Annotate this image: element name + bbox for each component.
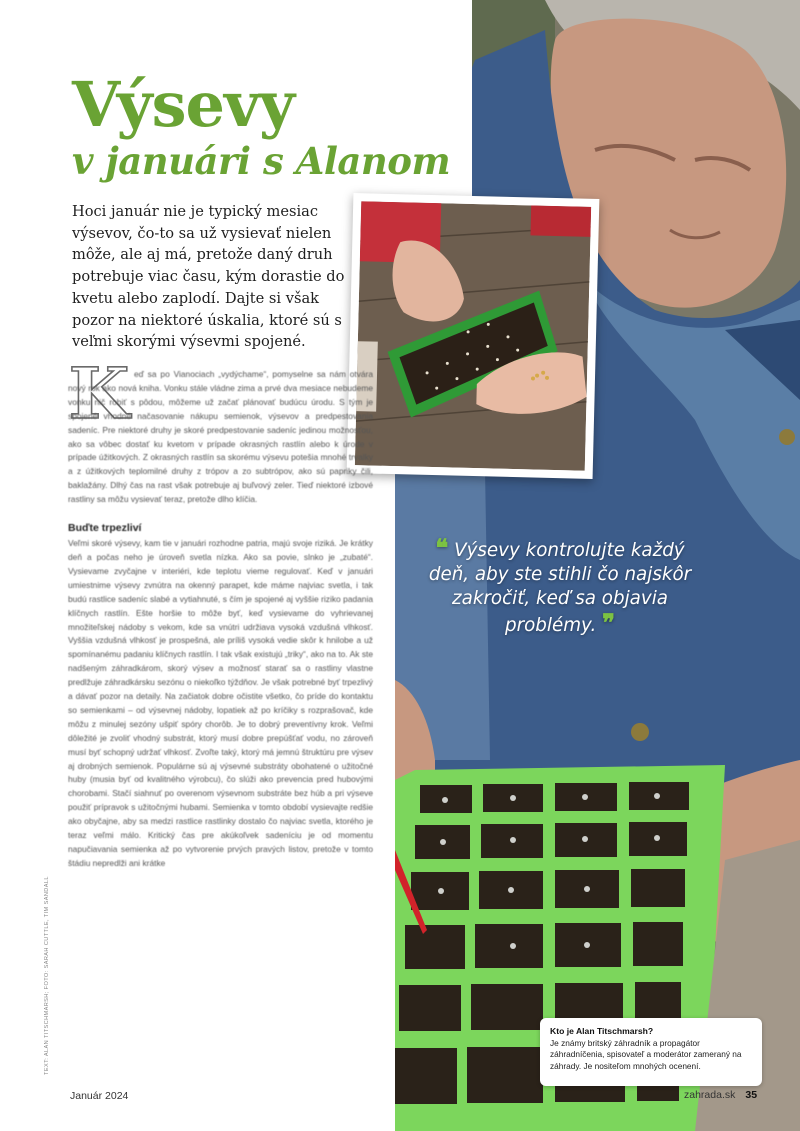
pull-quote xyxy=(415,533,705,638)
body-column xyxy=(68,368,373,871)
close-quote-icon: ❞ xyxy=(602,608,615,637)
body-paragraph-1: eď sa po Vianociach „vydýchame“, pomyselne sa nám otvára nový rok ako nová kniha. Vonku stále vládne zima a prvé dva mesiace nebudeme vonku nič robiť s pôdou, môžeme už začať plánovať budúcu úrodu. S tým je spojené vhodné načasovanie nákupu semienok, výsevov a predpestovania sadeníc. Pre niektoré druhy je skoré predpestovanie sadeníc jedinou možnosťou, ako sa vôbec dostať ku kvetom v prípade okrasných rastlín alebo k úrode v prípade úžitkových. Z okrasných rastlín sa skorému výsevu potešia mnohé trvalky a z úžitkových teplomilné druhy z trópov a zo subtrópov, ako sú papriky čili, baklažány. Dlhý čas na rast však potrebuje aj buľvový zeler. Tieď niektoré izbové rastliny sa môžu vysievať teraz, pretože dlho klíčia. xyxy=(68,369,373,505)
info-box-title: Kto je Alan Titschmarsh? xyxy=(550,1026,654,1036)
pull-quote-text: Výsevy kontrolujte každý deň, aby ste stihli čo najskôr zakročiť, keď sa objavia problémy. xyxy=(428,540,692,636)
footer-site xyxy=(684,1089,757,1101)
info-box xyxy=(540,1018,762,1086)
page-number: 35 xyxy=(745,1089,758,1101)
info-box-text: Je známy britský záhradník a propagátor záhradníčenia, spisovateľ a moderátor zameraný na záhrady. Je nositeľom mnohých ocenení. xyxy=(550,1038,742,1071)
section-heading: Buďte trpezliví xyxy=(68,522,142,535)
body-paragraph-2: Veľmi skoré výsevy, kam tie v januári rozhodne patria, majú svoje riziká. Je krátky deň a počas neho je úroveň svetla nízka. Ako sa povie, slnko je „zubaté“. Vysievame zvyčajne v interiéri, kde teplotu vieme regulovať. Keď v januári umiestnime výsevy zvnútra na okenný parapet, kde máme najviac svetla, i tak budú rastlice sadeníc slabé a vytiahnuté, s čím je spojené aj vyššie riziko padania klíčnych rastlín. Ešte horšie to môže byť, keď vysievame do vyhrievanej množiteľskej nádoby s vekom, kde sa vnútri udržiava vysoká vzdušná vlhkosť. Vyššia vzdušná vlhkosť je prospešná, ale príliš vysoká vedie skôr k hnilobe a už spomínanému padaniu klíčnych rastlín. I tak však existujú „triky“, ako na to. Ak ste nadšeným záhradkárom, skorý výsev a možnosť starať sa o rastliny vlastne predlžuje záhradkársku sezónu o niekoľko týždňov. Je však potrebné byť trpezlivý a dávať pozor na detaily. Na začiatok dobre očistite všetko, čo príde do kontaktu so semienkami – od výsevnej nádoby, lopatiek až po kríčiky s rozprašovač, kde môžu z minulej sezóny ušpiť spóry chorôb. Je to dobrý preventívny krok. Veľmi dôležité je zvoliť vhodný substrát, ktorý musí dobre prepúšťať vodu, no zároveň musí byť schopný udržať vlhkosť. Zvoľte taký, ktorý má jemnú štruktúru pre výsev aj drobných semienok. Populárne sú aj výsevné substráty obohatené o užitočné huby (musia byť od kvalitného výrobcu), čo slúži ako prevencia pred hubovými chorobami. Stačí siahnuť po overenom výsevnom substráte bez húb a pri výseve použiť prípravok s užitočnými hubami. Semienka v tomto období vysievajte redšie ako obyčajne, aby sa medzi rastlice rastlinky dostalo čo najviac svetla, ktorého je teraz veľmi málo. Kritický čas pre akúkoľvek sadeníciu je od momentu napučiavania semienka až po vytvorenie prvých pravých listov, pretože v tomto štádiu nepredlži ani krátke xyxy=(68,538,373,868)
article-title: Výsevy xyxy=(72,68,295,141)
footer-date: Január 2024 xyxy=(70,1090,129,1102)
drop-cap: K xyxy=(68,352,130,435)
photo-credit: TEXT: ALAN TITSCHMARSH; FOTO: SARAH CUTTLE, TIM SANDALL xyxy=(44,876,50,1075)
open-quote-icon: ❝ xyxy=(435,533,449,562)
inset-photo xyxy=(347,193,600,479)
article-subtitle: v januári s Alanom xyxy=(72,139,451,183)
article-lead: Hoci január nie je typický mesiac výsevov, čo-to sa už vysievať nielen môže, ale aj má, pretože daný druh potrebuje viac času, kým dorastie do kvetu alebo zaplodí. Dajte si však pozor na niektoré úskalia, ktoré sú s veľmi skorými výsevmi spojené. xyxy=(72,203,345,351)
footer-site-name: zahrada.sk xyxy=(684,1089,736,1101)
